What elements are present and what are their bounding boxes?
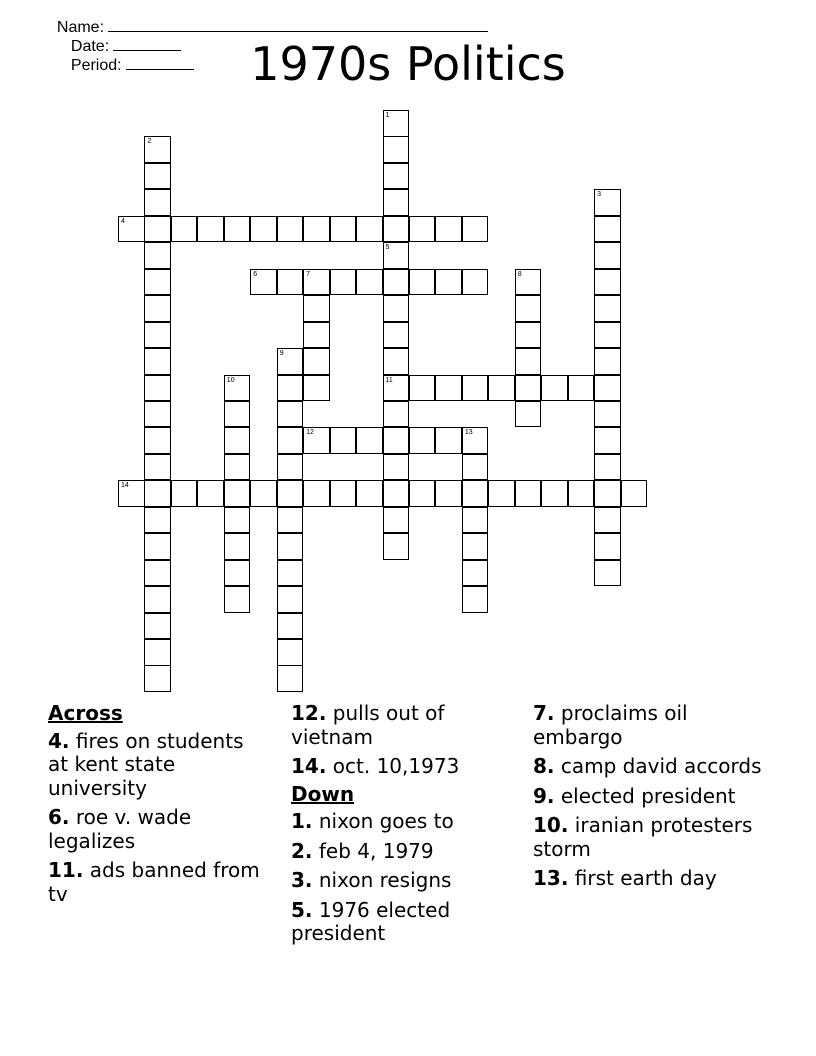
grid-cell[interactable] bbox=[144, 427, 171, 454]
grid-cell[interactable] bbox=[568, 375, 595, 402]
grid-cell[interactable] bbox=[356, 480, 383, 507]
grid-cell[interactable] bbox=[462, 507, 489, 534]
clue-number: 8 bbox=[517, 270, 522, 278]
grid-cell[interactable] bbox=[383, 507, 410, 534]
grid-cell[interactable] bbox=[435, 269, 462, 296]
grid-cell[interactable] bbox=[594, 454, 621, 481]
grid-cell[interactable] bbox=[515, 269, 542, 296]
grid-cell[interactable] bbox=[277, 560, 304, 587]
grid-cell[interactable] bbox=[197, 480, 224, 507]
grid-cell[interactable] bbox=[383, 110, 410, 137]
grid-cell[interactable] bbox=[621, 480, 648, 507]
grid-cell[interactable] bbox=[303, 348, 330, 375]
grid-cell[interactable] bbox=[144, 136, 171, 163]
down-clue-8: 8. camp david accords bbox=[533, 754, 762, 778]
grid-cell[interactable] bbox=[383, 454, 410, 481]
grid-cell[interactable] bbox=[171, 480, 198, 507]
grid-cell[interactable] bbox=[144, 586, 171, 613]
grid-cell[interactable] bbox=[224, 375, 251, 402]
grid-cell[interactable] bbox=[462, 560, 489, 587]
grid-cell[interactable] bbox=[197, 216, 224, 243]
grid-cell[interactable] bbox=[515, 480, 542, 507]
grid-cell[interactable] bbox=[330, 269, 357, 296]
grid-cell[interactable] bbox=[383, 375, 410, 402]
grid-cell[interactable] bbox=[171, 216, 198, 243]
down-clue-1: 1. nixon goes to bbox=[291, 809, 454, 833]
grid-cell[interactable] bbox=[462, 269, 489, 296]
grid-cell[interactable] bbox=[462, 533, 489, 560]
grid-cell[interactable] bbox=[224, 560, 251, 587]
grid-cell[interactable] bbox=[515, 401, 542, 428]
across-clue-11: 11. ads banned from tv bbox=[48, 858, 260, 906]
grid-cell[interactable] bbox=[330, 427, 357, 454]
grid-cell[interactable] bbox=[224, 216, 251, 243]
grid-cell[interactable] bbox=[594, 348, 621, 375]
grid-cell[interactable] bbox=[462, 427, 489, 454]
grid-cell[interactable] bbox=[383, 401, 410, 428]
grid-cell[interactable] bbox=[594, 560, 621, 587]
grid-cell[interactable] bbox=[224, 401, 251, 428]
grid-cell[interactable] bbox=[144, 163, 171, 190]
grid-cell[interactable] bbox=[383, 136, 410, 163]
across-clue-14: 14. oct. 10,1973 bbox=[291, 754, 460, 778]
grid-cell[interactable] bbox=[383, 189, 410, 216]
grid-cell[interactable] bbox=[541, 375, 568, 402]
grid-cell[interactable] bbox=[383, 533, 410, 560]
clue-number: 6 bbox=[253, 270, 258, 278]
grid-cell[interactable] bbox=[277, 639, 304, 666]
across-heading: Across bbox=[48, 701, 123, 725]
grid-cell[interactable] bbox=[594, 269, 621, 296]
grid-cell[interactable] bbox=[435, 375, 462, 402]
clue-number: 1 bbox=[385, 112, 390, 119]
down-clue-3: 3. nixon resigns bbox=[291, 868, 452, 892]
grid-cell[interactable] bbox=[435, 480, 462, 507]
grid-cell[interactable] bbox=[144, 216, 171, 243]
grid-cell[interactable] bbox=[383, 295, 410, 322]
clue-number: 2 bbox=[147, 138, 152, 146]
grid-cell[interactable] bbox=[515, 295, 542, 322]
grid-cell[interactable] bbox=[383, 269, 410, 296]
grid-cell[interactable] bbox=[594, 295, 621, 322]
grid-cell[interactable] bbox=[303, 269, 330, 296]
grid-cell[interactable] bbox=[224, 480, 251, 507]
grid-cell[interactable] bbox=[144, 375, 171, 402]
grid-cell[interactable] bbox=[383, 163, 410, 190]
grid-cell[interactable] bbox=[144, 348, 171, 375]
grid-cell[interactable] bbox=[277, 586, 304, 613]
grid-cell[interactable] bbox=[303, 295, 330, 322]
grid-cell[interactable] bbox=[144, 613, 171, 640]
grid-cell[interactable] bbox=[462, 375, 489, 402]
grid-cell[interactable] bbox=[144, 269, 171, 296]
clue-number: 12 bbox=[306, 429, 314, 437]
grid-cell[interactable] bbox=[488, 480, 515, 507]
grid-cell[interactable] bbox=[144, 560, 171, 587]
grid-cell[interactable] bbox=[383, 480, 410, 507]
down-heading: Down bbox=[291, 781, 355, 806]
grid-cell[interactable] bbox=[409, 216, 436, 243]
grid-cell[interactable] bbox=[356, 427, 383, 454]
grid-cell[interactable] bbox=[144, 454, 171, 481]
grid-cell[interactable] bbox=[330, 480, 357, 507]
grid-cell[interactable] bbox=[224, 507, 251, 534]
grid-cell[interactable] bbox=[144, 533, 171, 560]
grid-cell[interactable] bbox=[277, 613, 304, 640]
grid-cell[interactable] bbox=[277, 427, 304, 454]
grid-cell[interactable] bbox=[409, 269, 436, 296]
grid-cell[interactable] bbox=[435, 216, 462, 243]
grid-cell[interactable] bbox=[594, 533, 621, 560]
across-clue-6: 6. roe v. wade legalizes bbox=[48, 805, 192, 853]
grid-cell[interactable] bbox=[303, 480, 330, 507]
clue-number: 7 bbox=[306, 270, 311, 278]
date-label: Date: bbox=[70, 38, 110, 55]
down-clue-2: 2. feb 4, 1979 bbox=[291, 838, 434, 863]
clue-number: 13 bbox=[464, 429, 473, 437]
grid-cell[interactable] bbox=[462, 480, 489, 507]
down-clue-9: 9. elected president bbox=[533, 783, 736, 808]
grid-cell[interactable] bbox=[409, 480, 436, 507]
clue-number: 14 bbox=[121, 482, 129, 490]
grid-cell[interactable] bbox=[277, 375, 304, 402]
grid-cell[interactable] bbox=[303, 375, 330, 402]
clue-number: 9 bbox=[279, 350, 284, 358]
down-clue-13: 13. first earth day bbox=[533, 866, 717, 890]
grid-cell[interactable] bbox=[144, 401, 171, 428]
clue-number: 5 bbox=[385, 244, 390, 252]
grid-cell[interactable] bbox=[224, 427, 251, 454]
grid-cell[interactable] bbox=[594, 375, 621, 402]
across-clue-12: 12. pulls out of vietnam bbox=[291, 701, 445, 749]
grid-cell[interactable] bbox=[303, 427, 330, 454]
grid-cell[interactable] bbox=[594, 507, 621, 534]
grid-cell[interactable] bbox=[383, 242, 410, 269]
grid-cell[interactable] bbox=[277, 269, 304, 296]
grid-cell[interactable] bbox=[383, 322, 410, 349]
clues-column-1 bbox=[48, 702, 268, 912]
grid-cell[interactable] bbox=[277, 401, 304, 428]
clues-column-3 bbox=[533, 702, 773, 897]
grid-cell[interactable] bbox=[118, 216, 145, 243]
period-label: Period: bbox=[70, 57, 122, 74]
grid-cell[interactable] bbox=[277, 665, 304, 692]
grid-cell[interactable] bbox=[568, 480, 595, 507]
name-label: Name: bbox=[56, 19, 105, 36]
grid-cell[interactable] bbox=[224, 586, 251, 613]
grid-cell[interactable] bbox=[144, 242, 171, 269]
grid-cell[interactable] bbox=[144, 480, 171, 507]
down-clue-5: 5. 1976 elected president bbox=[291, 897, 451, 945]
grid-cell[interactable] bbox=[383, 427, 410, 454]
grid-cell[interactable] bbox=[515, 375, 542, 402]
grid-cell[interactable] bbox=[594, 189, 621, 216]
grid-cell[interactable] bbox=[250, 269, 277, 296]
grid-cell[interactable] bbox=[250, 216, 277, 243]
grid-cell[interactable] bbox=[462, 216, 489, 243]
grid-cell[interactable] bbox=[383, 216, 410, 243]
grid-cell[interactable] bbox=[144, 295, 171, 322]
grid-cell[interactable] bbox=[144, 322, 171, 349]
page-title: 1970s Politics bbox=[250, 37, 566, 91]
grid-cell[interactable] bbox=[435, 427, 462, 454]
grid-cell[interactable] bbox=[330, 216, 357, 243]
grid-cell[interactable] bbox=[277, 454, 304, 481]
grid-cell[interactable] bbox=[250, 480, 277, 507]
grid-cell[interactable] bbox=[356, 269, 383, 296]
down-clue-10: 10. iranian protesters storm bbox=[533, 813, 753, 861]
grid-cell[interactable] bbox=[462, 454, 489, 481]
clue-number: 3 bbox=[597, 191, 601, 199]
grid-cell[interactable] bbox=[594, 322, 621, 349]
grid-cell[interactable] bbox=[277, 480, 304, 507]
across-clue-4: 4. fires on students at kent state university bbox=[48, 728, 244, 800]
grid-cell[interactable] bbox=[144, 189, 171, 216]
grid-cell[interactable] bbox=[488, 375, 515, 402]
grid-cell[interactable] bbox=[303, 322, 330, 349]
grid-cell[interactable] bbox=[541, 480, 568, 507]
down-clue-7: 7. proclaims oil embargo bbox=[533, 701, 688, 749]
grid-cell[interactable] bbox=[409, 427, 436, 454]
grid-cell[interactable] bbox=[118, 480, 145, 507]
grid-cell[interactable] bbox=[224, 533, 251, 560]
grid-cell[interactable] bbox=[277, 348, 304, 375]
grid-cell[interactable] bbox=[594, 427, 621, 454]
grid-cell[interactable] bbox=[277, 533, 304, 560]
grid-cell[interactable] bbox=[462, 586, 489, 613]
grid-cell[interactable] bbox=[277, 507, 304, 534]
grid-cell[interactable] bbox=[277, 216, 304, 243]
grid-cell[interactable] bbox=[515, 322, 542, 349]
grid-cell[interactable] bbox=[515, 348, 542, 375]
clue-number: 10 bbox=[226, 376, 235, 384]
grid-cell[interactable] bbox=[303, 216, 330, 243]
grid-cell[interactable] bbox=[224, 454, 251, 481]
grid-cell[interactable] bbox=[594, 480, 621, 507]
grid-cell[interactable] bbox=[144, 507, 171, 534]
grid-cell[interactable] bbox=[594, 242, 621, 269]
clue-number: 11 bbox=[385, 376, 393, 384]
grid-cell[interactable] bbox=[409, 375, 436, 402]
clues-column-2 bbox=[291, 702, 516, 952]
grid-cell[interactable] bbox=[594, 401, 621, 428]
grid-cell[interactable] bbox=[144, 665, 171, 692]
grid-cell[interactable] bbox=[356, 216, 383, 243]
grid-cell[interactable] bbox=[383, 348, 410, 375]
grid-cell[interactable] bbox=[144, 639, 171, 666]
clue-number: 4 bbox=[121, 217, 125, 225]
grid-cell[interactable] bbox=[594, 216, 621, 243]
